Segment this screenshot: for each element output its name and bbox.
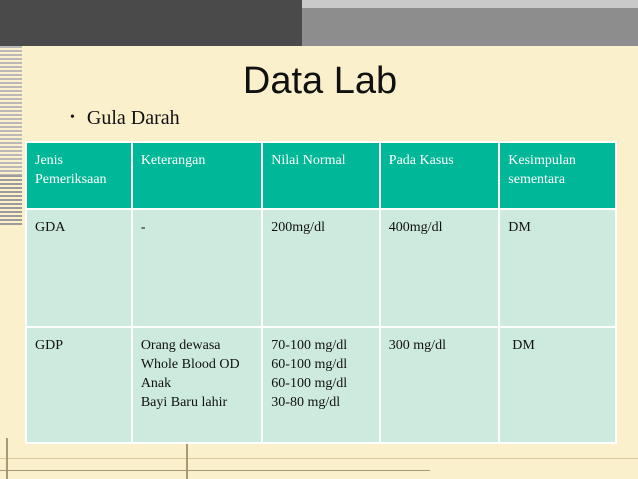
cell-nilai-normal xyxy=(262,327,380,443)
footer-divider-left xyxy=(6,438,8,479)
cell-line: 60-100 mg/dl xyxy=(271,376,348,391)
table-row xyxy=(26,209,616,327)
cell-keterangan xyxy=(132,327,262,443)
header-pada-kasus: Pada Kasus xyxy=(380,142,499,209)
cell-kesimpulan: DM xyxy=(499,327,616,443)
header-band-dark xyxy=(0,0,302,46)
cell-line: 30-80 mg/dl xyxy=(271,395,341,410)
header-keterangan: Keterangan xyxy=(132,142,262,209)
cell-keterangan xyxy=(132,209,262,327)
lab-data-table xyxy=(25,141,617,444)
header-jenis-pemeriksaan: Jenis Pemeriksaan xyxy=(26,142,132,209)
bullet-dot-icon: • xyxy=(70,110,75,125)
table-header-row xyxy=(26,142,616,209)
cell-line: 70-100 mg/dl xyxy=(271,338,348,353)
left-stripe-decoration-dark xyxy=(0,175,22,225)
header-kesimpulan: Kesimpulan sementara xyxy=(499,142,616,209)
table-row xyxy=(26,327,616,443)
cell-pada-kasus: 300 mg/dl xyxy=(380,327,499,443)
cell-line: 200mg/dl xyxy=(271,220,325,235)
cell-line: Anak xyxy=(140,376,172,391)
footer-divider xyxy=(186,438,188,479)
cell-pada-kasus: 400mg/dl xyxy=(380,209,499,327)
bullet-item xyxy=(70,107,180,130)
footer-rule-dark xyxy=(0,470,430,471)
cell-line: Orang dewasa xyxy=(140,338,221,353)
cell-line: Whole Blood OD xyxy=(140,357,240,372)
bullet-text: Gula Darah xyxy=(86,107,180,129)
slide-title: Data Lab xyxy=(242,60,398,102)
cell-nilai-normal xyxy=(262,209,380,327)
cell-jenis: GDP xyxy=(26,327,132,443)
header-band-highlight xyxy=(302,0,638,8)
cell-kesimpulan: DM xyxy=(499,209,616,327)
cell-line: 60-100 mg/dl xyxy=(271,357,348,372)
header-nilai-normal: Nilai Normal xyxy=(262,142,380,209)
cell-line: Bayi Baru lahir xyxy=(140,395,228,410)
cell-line: - xyxy=(140,220,146,235)
cell-jenis: GDA xyxy=(26,209,132,327)
footer-rule xyxy=(0,458,638,459)
